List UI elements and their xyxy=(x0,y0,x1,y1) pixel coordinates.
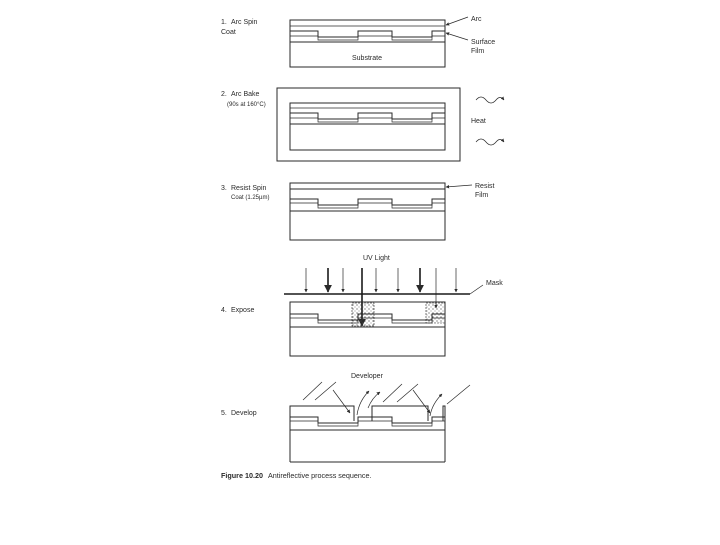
step-3-subtitle: Coat (1.25µm) xyxy=(231,195,270,201)
mask-label: Mask xyxy=(486,280,503,287)
surface-film-callout-arrow xyxy=(446,33,468,40)
uv-light-label: UV Light xyxy=(363,255,390,262)
developer-arrow xyxy=(447,385,470,404)
step-5-number: 5. xyxy=(221,410,227,417)
step-4-number: 4. xyxy=(221,307,227,314)
resist-block-left xyxy=(290,406,354,462)
developer-arrow xyxy=(383,384,402,402)
step-3-group xyxy=(221,183,495,240)
heat-wave-icon-top xyxy=(476,97,504,103)
step-3-title: Resist Spin xyxy=(231,185,267,192)
step-1-title: Arc Spin xyxy=(231,19,258,26)
step-2-group xyxy=(221,88,504,161)
arc-label: Arc xyxy=(471,16,482,23)
heat-wave-icon-bottom xyxy=(476,139,504,145)
step-4-group xyxy=(221,255,503,356)
step-1-subtitle: Coat xyxy=(221,29,236,36)
step-1-number: 1. xyxy=(221,19,227,26)
figure-caption-text: Antireflective process sequence. xyxy=(268,471,372,480)
step-5-group xyxy=(221,373,470,462)
figure-caption xyxy=(221,471,371,480)
developer-arrow xyxy=(333,390,350,413)
developer-arrow xyxy=(303,382,322,400)
step-4-title: Expose xyxy=(231,307,255,314)
surface-film-label-2: Film xyxy=(471,48,485,55)
developer-arrow xyxy=(413,390,430,413)
arc-callout-arrow xyxy=(446,17,468,25)
developer-label: Developer xyxy=(351,373,383,380)
step-5-title: Develop xyxy=(231,410,257,417)
developer-flow-arrow xyxy=(357,391,369,415)
step-2-title: Arc Bake xyxy=(231,91,260,98)
figure-number: Figure 10.20 xyxy=(221,471,263,480)
resist-film-callout-arrow xyxy=(446,185,472,187)
resist-block-middle xyxy=(372,406,428,421)
resist-film-label-1: Resist xyxy=(475,183,495,190)
resist-film-label-2: Film xyxy=(475,192,489,199)
step-2-subtitle: (90s at 160°C) xyxy=(227,102,266,108)
mask-callout-line xyxy=(470,285,483,294)
step-2-substrate-box xyxy=(290,103,445,150)
step-2-number: 2. xyxy=(221,91,227,98)
step-1-group xyxy=(221,16,495,67)
step-5-arc-profile xyxy=(290,417,445,423)
step-3-arc-profile xyxy=(290,199,445,205)
surface-film-label-1: Surface xyxy=(471,39,496,46)
step-3-number: 3. xyxy=(221,185,227,192)
developer-flow-arrow xyxy=(430,394,442,416)
resist-block-right xyxy=(443,406,445,462)
substrate-label: Substrate xyxy=(352,55,382,62)
developer-arrow xyxy=(315,382,336,400)
heat-label: Heat xyxy=(471,118,486,125)
